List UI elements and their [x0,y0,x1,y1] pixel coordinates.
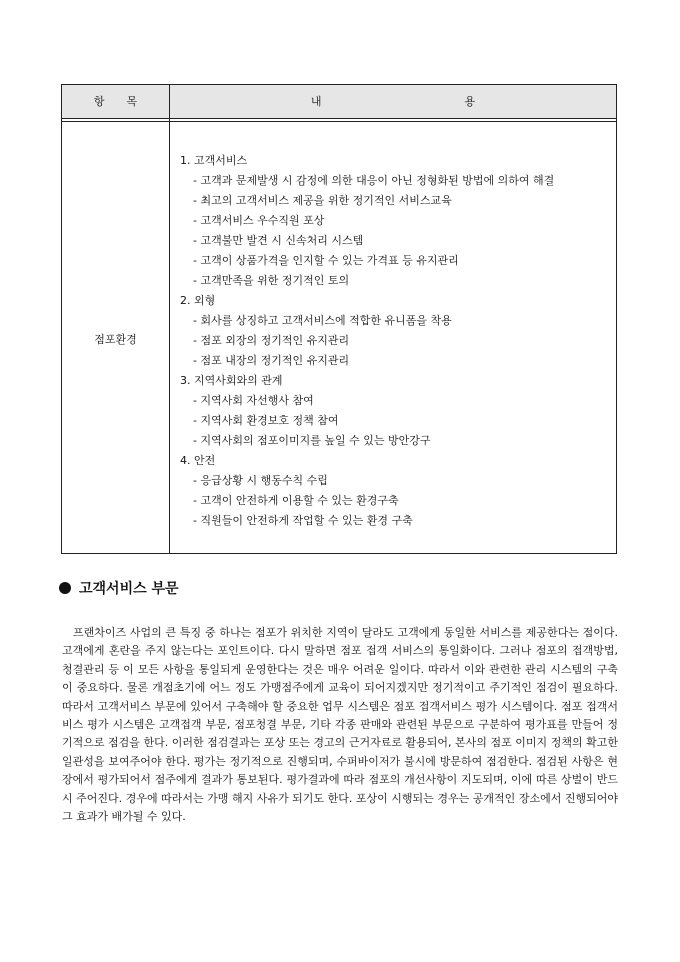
content-table [61,84,617,554]
content-list [180,151,610,531]
list-item: - 고객과 문제발생 시 감정에 의한 대응이 아닌 정형화된 방법에 의하여 해결 [193,174,555,187]
list-item: - 지역사회 자선행사 참여 [193,394,314,407]
list-item: - 응급상황 시 행동수칙 수립 [193,474,328,487]
section-title: 2. 외형 [180,294,216,307]
list-item: - 지역사회 환경보호 정책 참여 [193,414,339,427]
list-item: - 고객서비스 우수직원 포상 [193,214,325,227]
list-item: - 고객이 안전하게 이용할 수 있는 환경구축 [193,494,399,507]
list-item: - 지역사회의 점포이미지를 높일 수 있는 방안강구 [193,434,431,447]
header-content: 내 용 [310,95,476,108]
list-item: - 고객만족을 위한 정기적인 토의 [193,274,350,287]
bullet-icon [59,582,71,594]
list-item: - 직원들이 안전하게 작업할 수 있는 환경 구축 [193,514,413,527]
section-title: 1. 고객서비스 [180,154,248,167]
header-divider [62,121,616,123]
list-item: - 점포 내장의 정기적인 유지관리 [193,354,350,367]
list-item: - 최고의 고객서비스 제공을 위한 정기적인 서비스교육 [193,194,452,207]
column-divider [169,85,170,553]
section-title: 3. 지역사회와의 관계 [180,374,283,387]
body-paragraph: 프랜차이즈 사업의 큰 특징 중 하나는 점포가 위치한 지역이 달라도 고객에게 동일한 서비스를 제공한다는 점이다. 고객에게 혼란을 주지 않는다는 포인트이다. 다시 말하면 점포 접객 서비스의 통일화이다. 그러나 점포의 접객방법, 청결관리 등 이 모든 사항을 통일되게 운영한다는 것은 매우 어려운 일이다. 따라서 이와 관련한 관리 시스템의 구축이 중요하다. 물론 개점초기에 어느 정도 가맹점주에게 교육이 되어지겠지만 정기적이고 주기적인 점검이 필요하다. 따라서 고객서비스 부문에 있어서 구축해야 할 중요한 업무 시스템은 점포 접객서비스 평가 시스템이다. 점포 접객서비스 평가 시스템은 고객접객 부문, 점포청결 부문, 기타 각종 판매와 관련된 부문으로 구분하여 평가표를 만들어 정기적으로 점검을 한다. 이러한 점검결과는 포상 또는 경고의 근거자료로 활용되어, 본사의 점포 이미지 정책의 확고한 일관성을 보여주어야 한다. 평가는 정기적으로 진행되며, 수퍼바이저가 불시에 방문하여 점검한다. 점검된 사항은 현장에서 평가되어서 점주에게 결과가 통보된다. 평가결과에 따라 점포의 개선사항이 지도되며, 이에 따른 상벌이 반드시 주어진다. 경우에 따라서는 가맹 해지 사유가 되기도 한다. 포상이 시행되는 경우는 공개적인 장소에서 진행되어야 그 효과가 배가될 수 있다. [62,626,618,824]
row-label: 점포환경 [94,333,137,346]
list-item: - 점포 외장의 정기적인 유지관리 [193,334,350,347]
list-item: - 회사를 상징하고 고객서비스에 적합한 유니폼을 착용 [193,314,452,327]
section-heading-text: 고객서비스 부문 [79,581,179,597]
section-heading [59,578,179,598]
list-item: - 고객이 상품가격을 인지할 수 있는 가격표 등 유지관리 [193,254,459,267]
header-item: 항 목 [93,95,138,108]
section-title: 4. 안전 [180,454,216,467]
list-item: - 고객불만 발견 시 신속처리 시스템 [193,234,364,247]
